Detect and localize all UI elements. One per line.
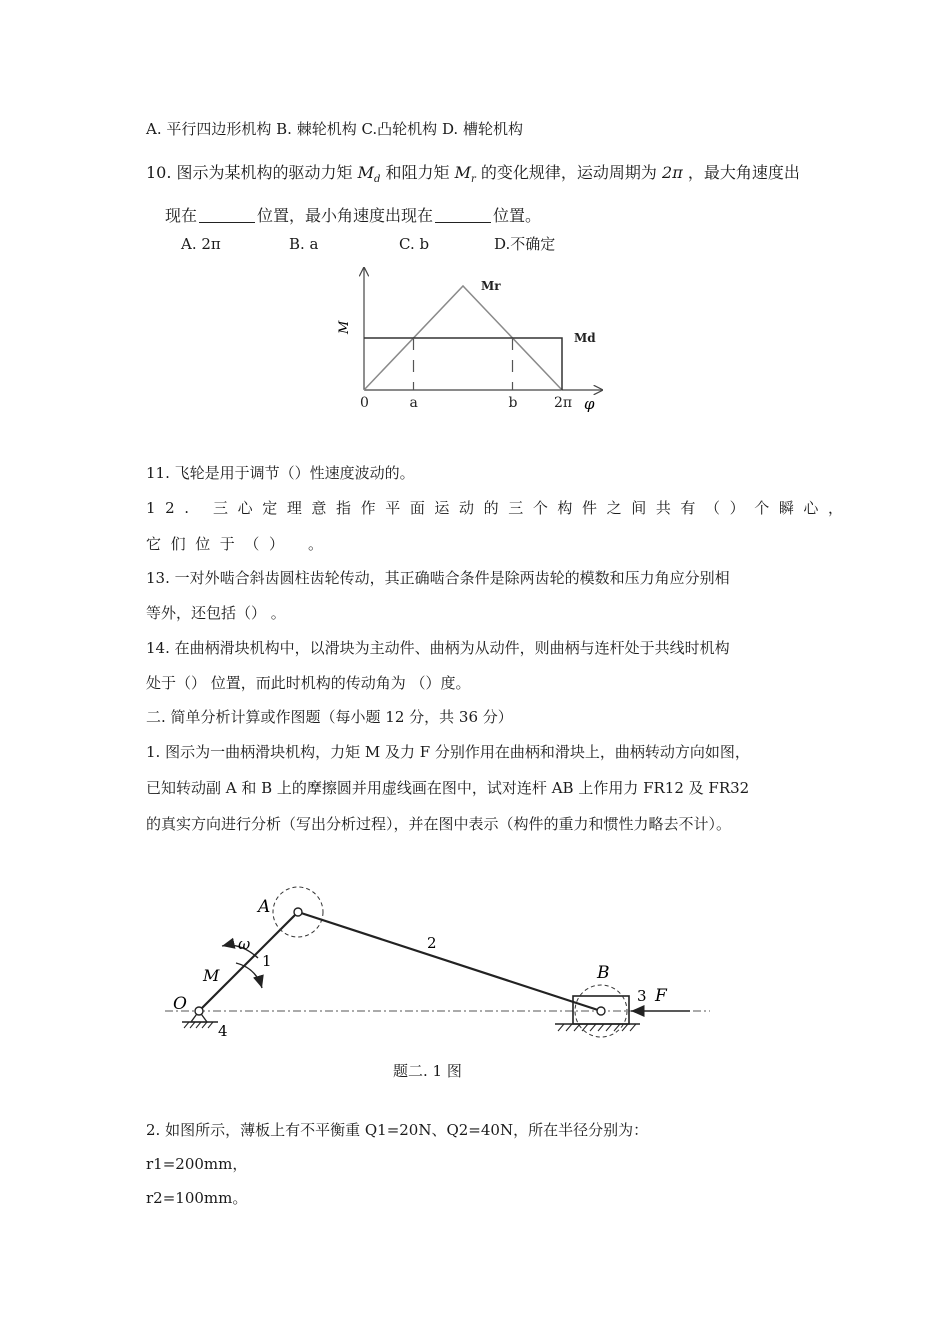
- x-axis-label: φ: [584, 395, 595, 412]
- label-m: M: [203, 966, 220, 985]
- q10-options: [181, 233, 555, 254]
- joint-a: [294, 908, 302, 916]
- q10-blank-2[interactable]: [435, 207, 491, 223]
- q13-line1: 13. 一对外啮合斜齿圆柱齿轮传动，其正确啮合条件是除两齿轮的模数和压力角应分别相: [146, 569, 730, 587]
- q14-line2: 处于（） 位置，而此时机构的传动角为 （）度。: [146, 674, 471, 692]
- crank-1: [199, 912, 298, 1011]
- p1-line3: 的真实方向进行分析（写出分析过程），并在图中表示（构件的重力和惯性力略去不计）。: [146, 815, 732, 833]
- p2-line1: 2. 如图所示，薄板上有不平衡重 Q1=20N、Q2=40N，所在半径分别为：: [146, 1121, 649, 1139]
- section-2-heading: 二. 简单分析计算或作图题（每小题 12 分，共 36 分）: [146, 708, 513, 726]
- series-md-line: [364, 338, 562, 390]
- q12-line1: 12. 三心定理意指作平面运动的三个构件之间共有（）个瞬心，: [146, 499, 853, 517]
- link-2: [298, 912, 601, 1011]
- moment-chart: [330, 262, 620, 412]
- series-mr-label: Mr: [481, 279, 501, 293]
- q10-line1: [146, 160, 800, 185]
- md-symbol: $M_d$: [357, 163, 381, 186]
- joint-b: [597, 1007, 605, 1015]
- x-tick-label-0: 0: [360, 395, 369, 411]
- label-a: A: [258, 897, 271, 917]
- q10-option-d: D.不确定: [494, 235, 556, 253]
- ground-o-hatch: [184, 1022, 213, 1028]
- q10-line2-a: 现在: [165, 206, 198, 225]
- label-b: B: [597, 963, 610, 983]
- q10-text-d: ，最大角速度出: [687, 163, 800, 182]
- q10-text-a: 10. 图示为某机构的驱动力矩: [146, 163, 353, 182]
- q10-option-c: C. b: [399, 235, 430, 253]
- q10-line2-b: 位置，最小角速度出现在: [257, 206, 434, 225]
- p2-line2: r1=200mm，: [146, 1155, 248, 1173]
- q10-period: 2π: [662, 163, 683, 182]
- q11: 11. 飞轮是用于调节（）性速度波动的。: [146, 464, 415, 482]
- label-3: 3: [637, 987, 647, 1005]
- q10-option-b: B. a: [289, 235, 319, 253]
- ground-slider-hatch: [558, 1024, 636, 1031]
- q9-options: A. 平行四边形机构 B. 棘轮机构 C.凸轮机构 D. 槽轮机构: [146, 120, 523, 138]
- p1-line2: 已知转动副 A 和 B 上的摩擦圆并用虚线画在图中，试对连杆 AB 上作用力 FR12 及 FR32: [146, 779, 750, 797]
- q12-line2: 它们位于（） 。: [146, 535, 333, 553]
- series-md-label: Md: [574, 331, 596, 345]
- mr-symbol: $M_r$: [454, 163, 476, 186]
- y-axis-label: M: [337, 320, 352, 334]
- label-4: 4: [218, 1022, 228, 1040]
- moment-m-arrow: [236, 963, 262, 988]
- q10-text-b: 和阻力矩: [385, 163, 450, 182]
- p1-line1: 1. 图示为一曲柄滑块机构，力矩 M 及力 F 分别作用在曲柄和滑块上，曲柄转动方向如图，: [146, 743, 750, 761]
- q10-blank-1[interactable]: [199, 207, 255, 223]
- p2-line3: r2=100mm。: [146, 1189, 248, 1207]
- q10-line2-c: 位置。: [493, 206, 542, 225]
- joint-o: [195, 1007, 203, 1015]
- q10-option-a: A. 2π: [181, 235, 221, 253]
- x-tick-label-2pi: 2π: [554, 395, 573, 411]
- label-2: 2: [427, 934, 437, 952]
- label-1: 1: [262, 952, 272, 970]
- label-omega: ω: [238, 935, 251, 953]
- q14-line1: 14. 在曲柄滑块机构中，以滑块为主动件、曲柄为从动件，则曲柄与连杆处于共线时机构: [146, 639, 730, 657]
- q13-line2: 等外，还包括（） 。: [146, 604, 286, 622]
- label-f: F: [655, 986, 667, 1006]
- x-tick-label-b: b: [508, 395, 518, 411]
- figure-caption: 题二. 1 图: [393, 1062, 462, 1080]
- crank-slider-figure: [160, 878, 720, 1048]
- x-tick-label-a: a: [409, 395, 418, 411]
- q10-line2: [165, 203, 541, 226]
- q10-text-c: 的变化规律，运动周期为: [480, 163, 657, 182]
- label-o: O: [173, 994, 187, 1014]
